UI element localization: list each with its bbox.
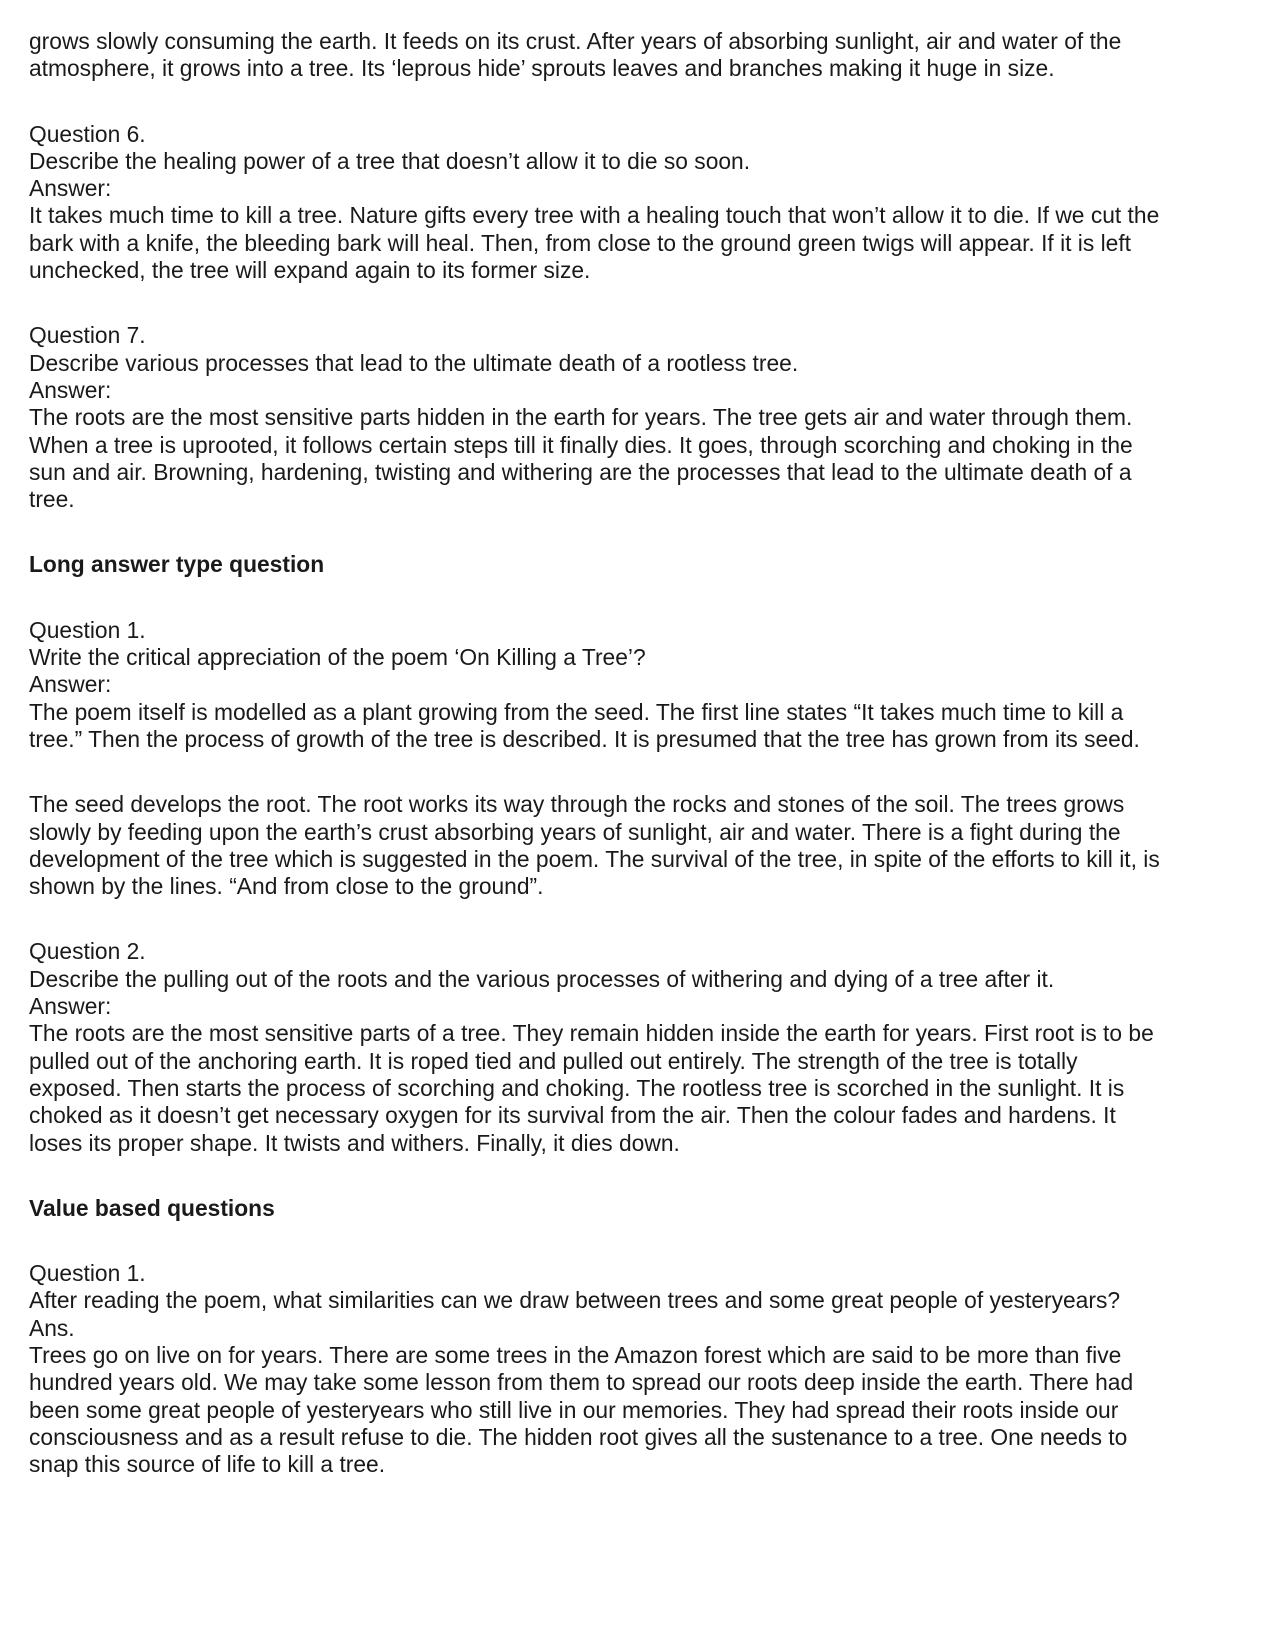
- text-line: atmosphere, it grows into a tree. Its ‘leprous hide’ sprouts leaves and branches making it huge in size.: [29, 55, 1055, 82]
- long-question-1-continued: [29, 791, 1254, 900]
- answer-text-line: The roots are the most sensitive parts of a tree. They remain hidden inside the earth for years. First root is to be: [29, 1020, 1154, 1047]
- answer-text-line: bark with a knife, the bleeding bark will heal. Then, from close to the ground green twigs will appear. If it is left: [29, 229, 1132, 256]
- question-label: Question 1.: [29, 616, 146, 643]
- long-question-2: [29, 938, 1254, 1156]
- question-label: Question 2.: [29, 938, 146, 965]
- question-text: Describe various processes that lead to the ultimate death of a rootless tree.: [29, 349, 799, 376]
- answer-text-line: The roots are the most sensitive parts hidden in the earth for years. The tree gets air and water through them.: [29, 404, 1133, 431]
- answer-text-line: shown by the lines. “And from close to the ground”.: [29, 873, 544, 900]
- answer-text-line: The seed develops the root. The root works its way through the rocks and stones of the soil. The trees grows: [29, 791, 1125, 818]
- answer-text-line: exposed. Then starts the process of scorching and choking. The rootless tree is scorched in the sunlight. It is: [29, 1074, 1125, 1101]
- answer-text-line: sun and air. Browning, hardening, twisting and withering are the processes that lead to the ultimate death of a: [29, 458, 1132, 485]
- section-heading-long-answer: [29, 551, 1254, 578]
- question-text: Describe the pulling out of the roots and the various processes of withering and dying of a tree after it.: [29, 965, 1055, 992]
- answer-text-line: loses its proper shape. It twists and withers. Finally, it dies down.: [29, 1129, 680, 1156]
- question-7: [29, 322, 1254, 513]
- answer-text-line: hundred years old. We may take some lesson from them to spread our roots deep inside the earth. There had: [29, 1369, 1134, 1396]
- answer-label: Answer:: [29, 376, 112, 403]
- answer-text-line: tree.: [29, 486, 75, 513]
- paragraph-continuation: [29, 28, 1254, 83]
- question-text: Write the critical appreciation of the poem ‘On Killing a Tree’?: [29, 644, 646, 671]
- answer-text-line: unchecked, the tree will expand again to its former size.: [29, 257, 591, 284]
- answer-label: Answer:: [29, 671, 112, 698]
- question-label: Question 7.: [29, 322, 146, 349]
- answer-text-line: The poem itself is modelled as a plant growing from the seed. The first line states “It takes much time to kill a: [29, 698, 1124, 725]
- section-heading-value-based: [29, 1195, 1254, 1222]
- answer-text-line: slowly by feeding upon the earth’s crust absorbing years of sunlight, air and water. There is a fight during the: [29, 818, 1121, 845]
- text-line: grows slowly consuming the earth. It feeds on its crust. After years of absorbing sunlight, air and water of the: [29, 28, 1122, 54]
- answer-label: Ans.: [29, 1314, 75, 1341]
- answer-text-line: tree.” Then the process of growth of the tree is described. It is presumed that the tree has grown from its seed.: [29, 725, 1140, 752]
- question-text: After reading the poem, what similarities can we draw between trees and some great people of yesteryears?: [29, 1287, 1121, 1314]
- answer-text-line: development of the tree which is suggested in the poem. The survival of the tree, in spite of the efforts to kill it, is: [29, 845, 1160, 872]
- section-heading: Value based questions: [29, 1194, 275, 1221]
- long-question-1: [29, 617, 1254, 753]
- section-heading: Long answer type question: [29, 551, 325, 578]
- answer-label: Answer:: [29, 175, 112, 202]
- answer-text-line: consciousness and as a result refuse to die. The hidden root gives all the sustenance to a tree. One needs to: [29, 1423, 1128, 1450]
- document-page: [29, 28, 1254, 1478]
- value-question-1: [29, 1260, 1254, 1478]
- answer-text-line: been some great people of yesteryears who still live in our memories. They had spread their roots inside our: [29, 1396, 1119, 1423]
- answer-text-line: When a tree is uprooted, it follows certain steps till it finally dies. It goes, through scorching and choking in the: [29, 431, 1133, 458]
- question-label: Question 1.: [29, 1260, 146, 1287]
- question-label: Question 6.: [29, 120, 146, 147]
- answer-text-line: It takes much time to kill a tree. Nature gifts every tree with a healing touch that won’t allow it to die. If we cut the: [29, 202, 1160, 229]
- answer-text-line: Trees go on live on for years. There are some trees in the Amazon forest which are said to be more than five: [29, 1341, 1122, 1368]
- question-6: [29, 121, 1254, 285]
- answer-text-line: choked as it doesn’t get necessary oxygen for its survival from the air. Then the colour fades and hardens. It: [29, 1102, 1116, 1129]
- answer-text-line: pulled out of the anchoring earth. It is roped tied and pulled out entirely. The strength of the tree is totally: [29, 1047, 1078, 1074]
- answer-text-line: snap this source of life to kill a tree.: [29, 1451, 386, 1478]
- answer-label: Answer:: [29, 993, 112, 1020]
- question-text: Describe the healing power of a tree that doesn’t allow it to die so soon.: [29, 147, 751, 174]
